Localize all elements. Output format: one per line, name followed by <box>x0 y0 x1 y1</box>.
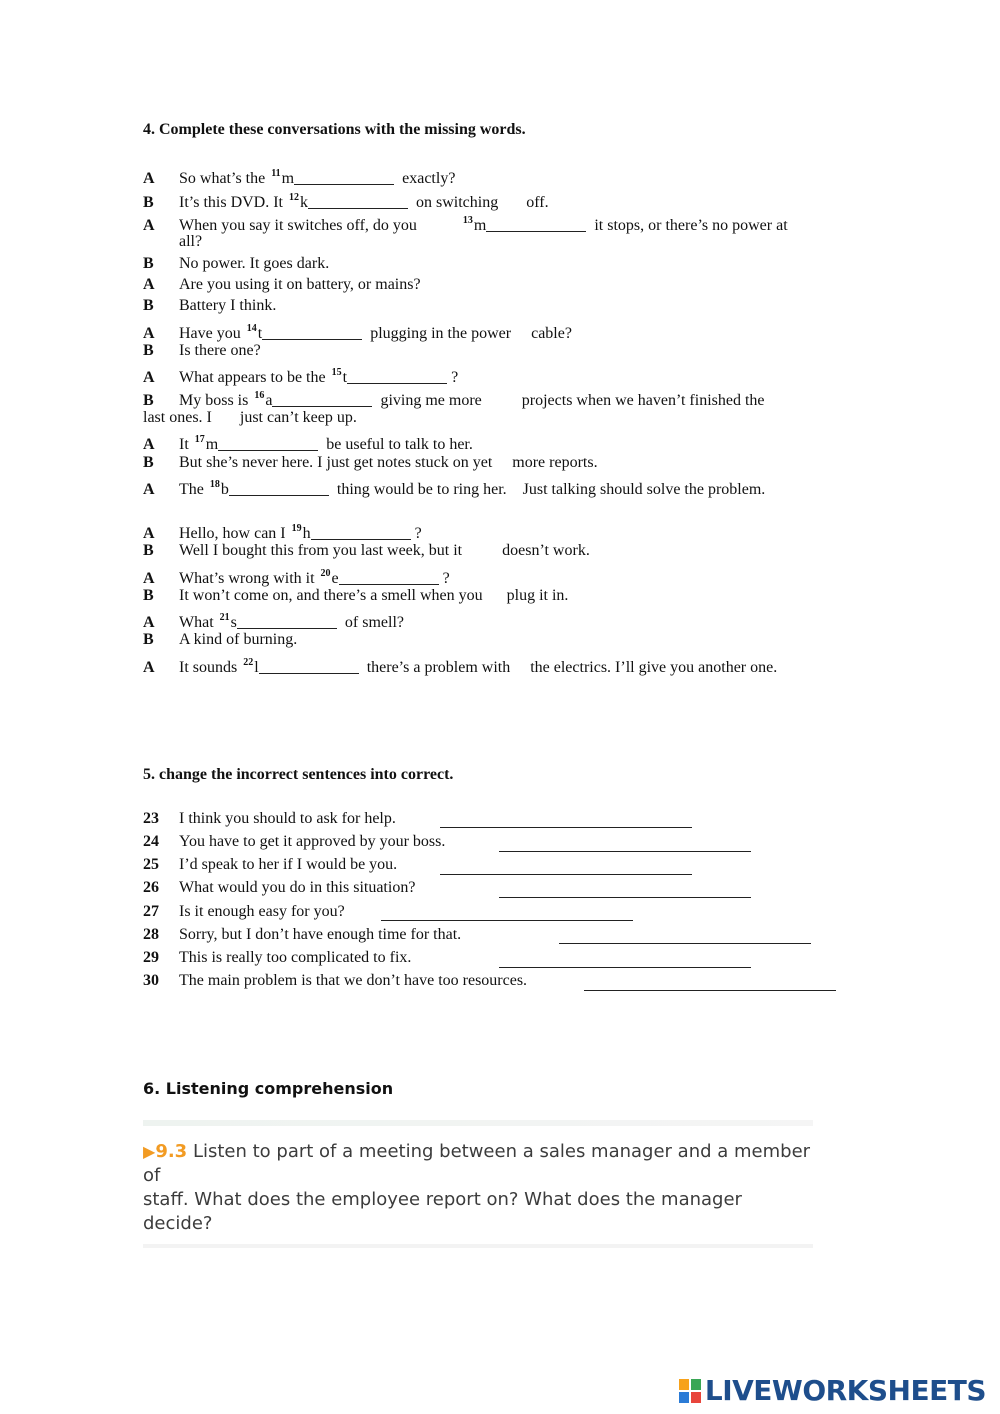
speaker-label: B <box>143 255 154 272</box>
correction-field-28[interactable] <box>559 943 811 944</box>
speaker-label: A <box>143 570 155 587</box>
dialogue-line: B Well I bought this from you last week, but it doesn’t work. <box>143 542 590 559</box>
speaker-label: B <box>143 297 154 314</box>
dialogue-line: A It $^{17}$m be useful to talk to her. <box>143 434 473 453</box>
speaker-label: A <box>143 276 155 293</box>
speaker-label: B <box>143 392 154 409</box>
listening-instructions <box>143 1120 813 1234</box>
sentence-item: 25 I’d speak to her if I would be you. <box>143 856 398 873</box>
dialogue-line: A The $^{18}$b thing would be to ring her. Just talking should solve the problem. <box>143 479 766 498</box>
correction-field-30[interactable] <box>584 990 836 991</box>
dialogue-line: B A kind of burning. <box>143 631 298 648</box>
item-number: 26 <box>143 879 159 896</box>
dialogue-line: B But she’s never here. I just get notes stuck on yet more reports. <box>143 454 598 471</box>
dialogue-line: A Are you using it on battery, or mains? <box>143 276 421 293</box>
play-arrow-icon: ▶ <box>143 1142 156 1161</box>
instruction-line-2: staff. What does the employee report on? What does the manager decide? <box>143 1189 742 1234</box>
faded-strip <box>143 1244 813 1248</box>
track-number: 9.3 <box>155 1141 188 1162</box>
correction-field-24[interactable] <box>499 851 751 852</box>
correction-field-27[interactable] <box>381 920 633 921</box>
speaker-label: B <box>143 631 154 648</box>
correction-field-29[interactable] <box>499 967 751 968</box>
item-number: 29 <box>143 949 159 966</box>
section-6-title: 6. Listening comprehension <box>143 1079 394 1098</box>
dialogue-line: B Battery I think. <box>143 297 277 314</box>
dialogue-line: B It won’t come on, and there’s a smell when you plug it in. <box>143 587 569 604</box>
speaker-label: A <box>143 614 155 631</box>
speaker-label: A <box>143 325 155 342</box>
answer-blank-12[interactable] <box>308 194 408 209</box>
item-number: 23 <box>143 810 159 827</box>
instruction-line-1: ▶9.3 Listen to part of a meeting between a sales manager and a member of <box>143 1141 811 1186</box>
sentence-item: 30 The main problem is that we don’t have too resources. <box>143 972 528 989</box>
speaker-label: A <box>143 525 155 542</box>
item-number: 27 <box>143 903 159 920</box>
dialogue-line: A It sounds $^{22}$l there’s a problem with the electrics. I’ll give you another one. <box>143 657 778 676</box>
speaker-label: A <box>143 369 155 386</box>
answer-blank-14[interactable] <box>262 325 362 340</box>
dialogue-line: B Is there one? <box>143 342 261 359</box>
dialogue-line: A So what’s the $^{11}$m exactly? <box>143 168 456 187</box>
dialogue-line: B My boss is $^{16}$a giving me more projects when we haven’t finished the <box>143 390 765 409</box>
correction-field-25[interactable] <box>440 874 692 875</box>
item-number: 28 <box>143 926 159 943</box>
dialogue-line: B It’s this DVD. It $^{12}$k on switching off. <box>143 192 549 211</box>
dialogue-line: A Have you $^{14}$t plugging in the power cable? <box>143 323 572 342</box>
section-5-title: 5. change the incorrect sentences into correct. <box>143 766 454 783</box>
answer-blank-15[interactable] <box>347 369 447 384</box>
correction-field-23[interactable] <box>440 827 692 828</box>
speaker-label: A <box>143 217 155 234</box>
speaker-label: B <box>143 194 154 211</box>
answer-blank-19[interactable] <box>311 525 411 540</box>
correction-field-26[interactable] <box>499 897 751 898</box>
sentence-item: 27 Is it enough easy for you? <box>143 903 345 920</box>
answer-blank-11[interactable] <box>294 170 394 185</box>
dialogue-line: A What $^{21}$s of smell? <box>143 612 404 631</box>
faded-strip <box>143 1120 813 1126</box>
answer-blank-17[interactable] <box>218 436 318 451</box>
speaker-label: A <box>143 436 155 453</box>
sentence-item: 26 What would you do in this situation? <box>143 879 416 896</box>
sentence-item: 23 I think you should to ask for help. <box>143 810 396 827</box>
answer-blank-16[interactable] <box>272 392 372 407</box>
logo-icon <box>679 1379 701 1403</box>
speaker-label: B <box>143 542 154 559</box>
speaker-label: B <box>143 342 154 359</box>
dialogue-line: A Hello, how can I $^{19}$h ? <box>143 523 422 542</box>
speaker-label: A <box>143 659 155 676</box>
dialogue-line: A What appears to be the $^{15}$t ? <box>143 367 459 386</box>
answer-blank-22[interactable] <box>259 659 359 674</box>
dialogue-line-continued: last ones. I just can’t keep up. <box>143 409 357 426</box>
dialogue-line-continued: all? <box>179 233 203 250</box>
liveworksheets-logo <box>679 1374 986 1407</box>
sentence-item: 24 You have to get it approved by your boss. <box>143 833 446 850</box>
dialogue-line: B No power. It goes dark. <box>143 255 330 272</box>
answer-blank-13[interactable] <box>486 217 586 232</box>
answer-blank-21[interactable] <box>237 614 337 629</box>
answer-blank-20[interactable] <box>339 570 439 585</box>
speaker-label: A <box>143 481 155 498</box>
logo-text: LIVEWORKSHEETS <box>704 1374 986 1407</box>
speaker-label: A <box>143 170 155 187</box>
speaker-label: B <box>143 454 154 471</box>
dialogue-line: A What’s wrong with it $^{20}$e ? <box>143 568 450 587</box>
sentence-item: 28 Sorry, but I don’t have enough time for that. <box>143 926 462 943</box>
speaker-label: B <box>143 587 154 604</box>
sentence-item: 29 This is really too complicated to fix. <box>143 949 412 966</box>
item-number: 24 <box>143 833 159 850</box>
section-4-title: 4. Complete these conversations with the missing words. <box>143 121 526 138</box>
item-number: 25 <box>143 856 159 873</box>
dialogue-line: A When you say it switches off, do you $^{13}$m it stops, or there’s no power at <box>143 215 788 234</box>
item-number: 30 <box>143 972 159 989</box>
answer-blank-18[interactable] <box>229 481 329 496</box>
